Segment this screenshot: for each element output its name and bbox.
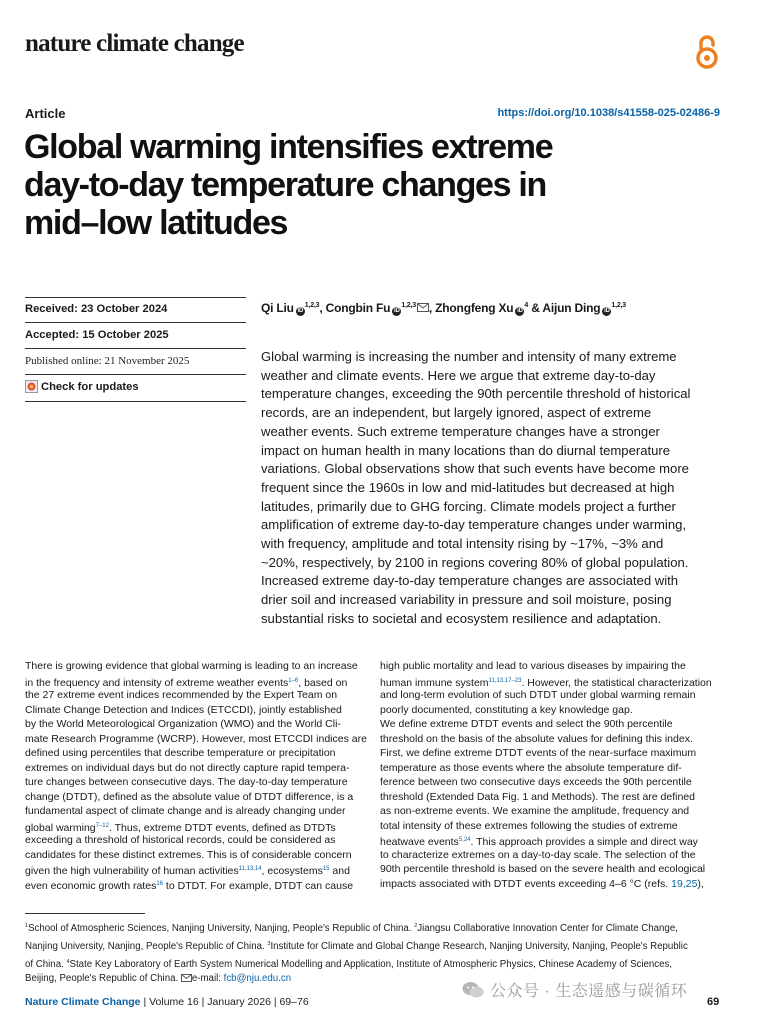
- article-title: [24, 128, 724, 242]
- author-list: Qi Liu iD$^{1,2,3}$, Congbin Fu iD$^{1,2,3}$ , Zhongfeng Xu $iD^4$ & Aijun Ding iD$^{1,2,3}$: [261, 301, 626, 315]
- watermark-text: 公众号 · 生态遥感与碳循环: [490, 983, 688, 1000]
- body-line: [380, 688, 720, 703]
- body-text: We define extreme DTDT events and select the 90th percentile: [380, 718, 673, 730]
- body-text: threshold on the basis of the absolute values for defining this index.: [380, 732, 693, 745]
- body-line: [25, 703, 365, 718]
- citation[interactable]: 16: [156, 880, 164, 887]
- citation[interactable]: 15: [322, 866, 330, 872]
- body-line: [25, 819, 365, 834]
- affiliation-text: School of Atmospheric Sciences, Nanjing University, Nanjing, People's Republic of China.: [28, 923, 415, 934]
- body-line: [380, 775, 720, 790]
- body-column-right: [380, 659, 720, 891]
- body-text: heatwave events: [380, 836, 459, 848]
- footnote-marker: 1: [25, 923, 29, 929]
- author-affiliation: 1,2,3: [304, 302, 320, 309]
- body-line: [380, 833, 720, 848]
- body-text: . This approach provides a simple and direct way: [470, 836, 698, 848]
- body-line: [380, 732, 720, 747]
- abstract-line: amplification of extreme day-to-day temperature changes under warming,: [261, 517, 687, 533]
- body-line: [380, 804, 720, 819]
- title-line: Global warming intensifies extreme: [24, 128, 553, 166]
- divider: [25, 374, 246, 375]
- divider: [25, 401, 246, 402]
- body-text: change (DTDT), defined as the absolute value of DTDT difference, is a: [25, 790, 354, 803]
- body-line: [380, 674, 720, 689]
- abstract-line: ~20%, respectively, by 2100 in regions covering 80% of global population.: [261, 554, 689, 570]
- body-text: impacts associated with DTDT events exceeding 4–6 °C (refs.: [380, 877, 672, 890]
- body-line: [25, 848, 365, 863]
- article-type: Article: [25, 106, 66, 121]
- body-line: [25, 717, 365, 732]
- body-text: , ecosystems: [261, 865, 323, 877]
- body-text: human immune system: [380, 676, 489, 689]
- wechat-icon: [462, 981, 484, 999]
- body-line: [25, 790, 365, 805]
- email-label: e-mail:: [191, 973, 224, 985]
- body-line: [380, 703, 720, 718]
- author-name[interactable]: Congbin Fu: [325, 301, 391, 315]
- abstract: [261, 348, 731, 629]
- page-number: 69: [707, 996, 720, 1008]
- citation[interactable]: 5,24: [458, 837, 471, 843]
- affiliation-text: Beijing, People's Republic of China.: [25, 973, 181, 985]
- doi-link[interactable]: https://doi.org/10.1038/s41558-025-02486-9: [497, 107, 720, 119]
- body-text: and: [329, 865, 350, 877]
- body-column-left: [25, 659, 365, 891]
- check-for-updates-button[interactable]: [25, 380, 139, 393]
- body-line: [25, 862, 365, 877]
- footnote-marker: 4: [66, 958, 70, 965]
- abstract-line: variations. Global observations show that such events have become more: [261, 461, 689, 477]
- body-text: even economic growth rates: [25, 879, 157, 892]
- body-text: and long-term evolution of such DTDT under global warming remain: [380, 689, 696, 701]
- abstract-line: Increased extreme day-to-day temperature changes are associated with: [261, 573, 679, 589]
- body-line: [380, 761, 720, 776]
- citation[interactable]: 19,25: [671, 877, 698, 890]
- body-line: [380, 848, 720, 863]
- body-text: to characterize extremes on a day-to-day scale. The selection of the: [380, 848, 696, 861]
- body-line: [380, 819, 720, 834]
- body-text: There is growing evidence that global warming is leading to an increase: [25, 660, 358, 672]
- author-affiliation: 4: [524, 302, 529, 309]
- body-text: mate Research Programme (WCRP). However, most ETCCDI indices are: [25, 732, 367, 745]
- title-line: mid–low latitudes: [24, 204, 288, 242]
- body-text: extremes on individual days but do not directly capture rapid tempera-: [25, 761, 350, 774]
- body-line: [25, 877, 365, 892]
- body-line: [380, 746, 720, 761]
- body-line: [25, 732, 365, 747]
- body-line: [25, 761, 365, 776]
- body-line: [380, 717, 720, 732]
- author-affiliation: 1,2,3: [611, 302, 626, 309]
- affiliation-text: of China.: [25, 958, 67, 970]
- check-updates-icon: [25, 380, 38, 393]
- body-text: in the frequency and intensity of extreme weather events: [25, 676, 289, 689]
- affiliation-text: Institute for Climate and Global Change Research, Nanjing University, Nanjing, People's Republic: [270, 940, 688, 952]
- abstract-line: impact on human health in many locations than do diurnal temperature: [261, 442, 671, 458]
- author-name[interactable]: Zhongfeng Xu: [435, 301, 514, 315]
- accepted-date: Accepted: 15 October 2025: [25, 329, 169, 341]
- page-footer: [25, 996, 309, 1008]
- divider: [25, 297, 246, 298]
- body-text: threshold (Extended Data Fig. 1 and Methods). The rest are defined: [380, 790, 695, 803]
- affiliation-text: Nanjing University, Nanjing, People's Republic of China.: [25, 940, 268, 952]
- body-text: by the World Meteorological Organization (WMO) and the World Cli-: [25, 718, 341, 730]
- body-line: [25, 659, 365, 674]
- abstract-line: Global warming is increasing the number and intensity of many extreme: [261, 349, 677, 364]
- body-text: exceeding a threshold of historical records, could be considered as: [25, 834, 336, 846]
- abstract-line: substantial risks to societal and ecosystem resilience and adaptation.: [261, 610, 662, 626]
- footer-journal[interactable]: Nature Climate Change: [25, 996, 141, 1008]
- email-link[interactable]: fcb@nju.edu.cn: [223, 973, 292, 985]
- check-updates-label: Check for updates: [41, 380, 139, 393]
- body-line: [380, 862, 720, 877]
- body-line: [25, 804, 365, 819]
- open-access-icon[interactable]: [692, 34, 722, 70]
- abstract-line: with frequency, amplitude and total intensity rising by ~17%, ~3% and: [261, 536, 664, 552]
- body-text: to DTDT. For example, DTDT can cause: [163, 879, 354, 892]
- body-line: [25, 746, 365, 761]
- body-text: . However, the statistical characterization: [521, 676, 712, 689]
- body-text: ference between two consecutive days exceeds the 90th percentile: [380, 776, 692, 788]
- abstract-line: latitudes, primarily due to GHG forcing. Climate models project a further: [261, 498, 676, 514]
- citation[interactable]: 1–6: [288, 677, 299, 684]
- orcid-icon[interactable]: iD: [297, 308, 304, 314]
- body-line: [25, 688, 365, 703]
- body-line: [380, 659, 720, 674]
- citation[interactable]: 11,13,17–23: [488, 677, 522, 684]
- author-affiliation: 1,2,3: [401, 302, 416, 309]
- body-line: [380, 877, 720, 892]
- body-text: total intensity of these extremes following the studies of extreme: [380, 819, 678, 832]
- abstract-line: drier soil and increased variability in pressure and soil moisture, posing: [261, 592, 672, 608]
- body-text: given the high vulnerability of human activities: [25, 865, 239, 877]
- footnote-marker: 3: [267, 940, 271, 947]
- footnote-divider: [25, 913, 145, 914]
- body-text: , based on: [298, 676, 348, 689]
- divider: [25, 348, 246, 349]
- body-text: fundamental aspect of climate change and is already changing under: [25, 805, 346, 817]
- citation[interactable]: 7–12: [95, 822, 109, 829]
- body-text: First, we define extreme DTDT events of the near-surface maximum: [380, 747, 697, 759]
- body-line: [380, 790, 720, 805]
- orcid-icon[interactable]: iD: [604, 308, 610, 314]
- abstract-line: weather and climate events. Here we argue that extreme day-to-day: [261, 367, 656, 383]
- affiliations-footnote: [25, 919, 725, 987]
- body-text: defined using percentiles that describe temperature or precipitation: [25, 747, 336, 759]
- footnote-marker: 2: [414, 923, 418, 929]
- body-text: 90th percentile threshold is based on the severe health and ecological: [380, 863, 706, 875]
- body-text: . Thus, extreme DTDT events, defined as DTDTs: [108, 821, 336, 834]
- body-text: Climate Change Detection and Indices (ETCCDI), jointly established: [25, 703, 342, 716]
- mail-icon[interactable]: [417, 303, 429, 312]
- body-text: candidates for these distinct extremes. This is of considerable concern: [25, 848, 352, 861]
- mail-icon: [181, 974, 192, 982]
- watermark: [462, 978, 687, 1001]
- body-line: [25, 674, 365, 689]
- body-text: poorly documented, constituting a key knowledge gap.: [380, 703, 633, 716]
- received-date: Received: 23 October 2024: [25, 303, 168, 315]
- abstract-line: frequent since the 1960s in low and mid-latitudes but decreased at high: [261, 479, 675, 495]
- affiliation-text: State Key Laboratory of Earth System Numerical Modelling and Application, Institute of Atmospheric Physics, Chinese Academy of Sciences,: [69, 958, 673, 970]
- body-text: temperature as those events where the absolute temperature dif-: [380, 761, 682, 774]
- divider: [25, 322, 246, 323]
- orcid-icon[interactable]: iD: [394, 308, 400, 314]
- abstract-line: records, are an independent, but largely ignored, aspect of extreme: [261, 405, 652, 421]
- footer-issue: | Volume 16 | January 2026 | 69–76: [140, 996, 309, 1008]
- orcid-icon[interactable]: iD: [517, 308, 523, 314]
- abstract-line: temperature changes, exceeding the 90th percentile threshold of historical: [261, 386, 691, 402]
- title-line: day-to-day temperature changes in: [24, 166, 547, 204]
- abstract-line: weather events. Such extreme temperature changes have a stronger: [261, 423, 660, 439]
- author-name[interactable]: Qi Liu: [261, 301, 294, 315]
- body-text: high public mortality and lead to various diseases by impairing the: [380, 660, 686, 672]
- body-text: the 27 extreme event indices recommended by the Expert Team on: [25, 689, 338, 701]
- body-text: ),: [697, 877, 704, 890]
- body-text: as non-extreme events. We examine the amplitude, frequency and: [380, 805, 690, 817]
- journal-name: nature climate change: [25, 30, 244, 57]
- citation[interactable]: 11,13,14: [238, 866, 262, 872]
- body-line: [25, 833, 365, 848]
- body-text: ture changes between consecutive days. The day-to-day temperature: [25, 776, 348, 788]
- author-name[interactable]: Aijun Ding: [542, 301, 601, 315]
- body-line: [25, 775, 365, 790]
- body-text: global warming: [25, 821, 96, 834]
- affiliation-text: Jiangsu Collaborative Innovation Center for Climate Change,: [417, 923, 678, 934]
- published-date: Published online: 21 November 2025: [25, 355, 190, 367]
